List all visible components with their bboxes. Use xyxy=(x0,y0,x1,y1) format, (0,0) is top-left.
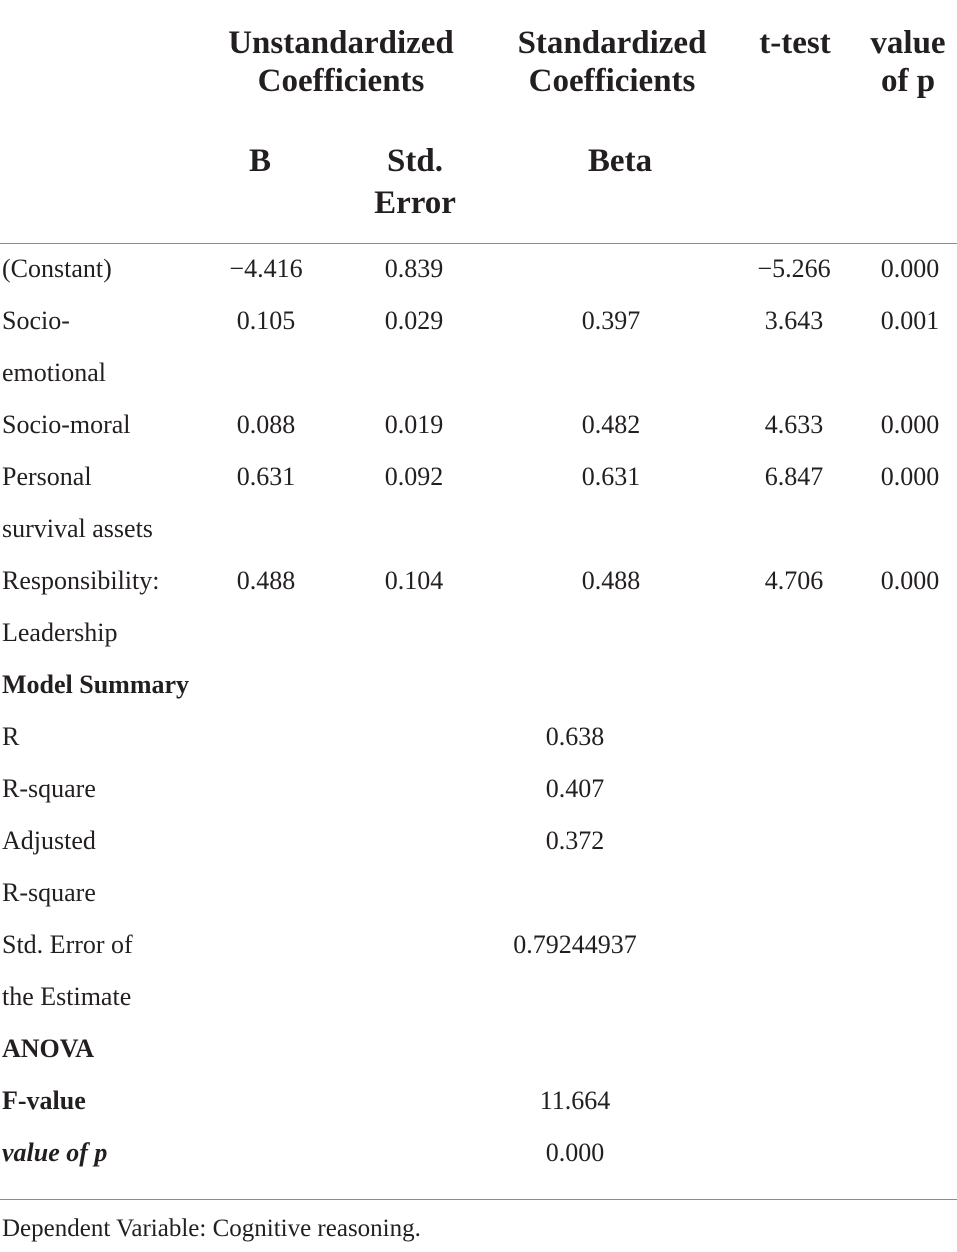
header-rule xyxy=(0,243,957,244)
anova-p-label: value of p xyxy=(2,1138,108,1167)
cell-se: 0.092 xyxy=(384,462,444,491)
header-standardized: Standardized Coefficients xyxy=(517,25,707,99)
anova-p-value: 0.000 xyxy=(545,1138,605,1167)
ms-adj-label-2: R-square xyxy=(2,878,96,907)
cell-beta: 0.631 xyxy=(581,462,641,491)
cell-b: 0.105 xyxy=(236,306,296,335)
cell-b: 0.631 xyxy=(236,462,296,491)
row-label-responsibility-2: Leadership xyxy=(2,618,118,647)
cell-se: 0.029 xyxy=(384,306,444,335)
cell-t: 6.847 xyxy=(764,462,824,491)
row-label-personal-2: survival assets xyxy=(2,514,153,543)
cell-se: 0.019 xyxy=(384,410,444,439)
cell-p: 0.000 xyxy=(880,462,940,491)
row-label-socio-emotional: Socio- xyxy=(2,306,70,335)
section-anova: ANOVA xyxy=(2,1034,94,1063)
cell-t: 4.633 xyxy=(764,410,824,439)
row-label-constant: (Constant) xyxy=(2,254,112,283)
cell-se: 0.104 xyxy=(384,566,444,595)
cell-b: 0.088 xyxy=(236,410,296,439)
header-ttest: t-test xyxy=(759,25,831,61)
cell-p: 0.000 xyxy=(880,254,940,283)
ms-r-value: 0.638 xyxy=(545,722,605,751)
row-label-socio-moral: Socio-moral xyxy=(2,410,131,439)
footer-rule xyxy=(0,1199,957,1200)
ms-rsq-label: R-square xyxy=(2,774,96,803)
row-label-personal: Personal xyxy=(2,462,92,491)
anova-f-label: F-value xyxy=(2,1086,86,1115)
header-b: B xyxy=(248,143,271,179)
ms-adj-label: Adjusted xyxy=(2,826,96,855)
header-pvalue: value of p xyxy=(870,25,946,99)
ms-see-label-2: the Estimate xyxy=(2,982,132,1011)
cell-se: 0.839 xyxy=(384,254,444,283)
cell-beta: 0.488 xyxy=(581,566,641,595)
row-label-socio-emotional-2: emotional xyxy=(2,358,106,387)
ms-rsq-value: 0.407 xyxy=(545,774,605,803)
cell-t: 4.706 xyxy=(764,566,824,595)
cell-beta: 0.482 xyxy=(581,410,641,439)
anova-f-value: 11.664 xyxy=(539,1086,611,1115)
cell-t: −5.266 xyxy=(757,254,831,283)
header-unstandardized: Unstandardized Coefficients xyxy=(228,25,454,99)
cell-b: −4.416 xyxy=(229,254,303,283)
cell-beta: 0.397 xyxy=(581,306,641,335)
cell-p: 0.000 xyxy=(880,410,940,439)
ms-adj-value: 0.372 xyxy=(545,826,605,855)
cell-p: 0.000 xyxy=(880,566,940,595)
footnote: Dependent Variable: Cognitive reasoning. xyxy=(2,1215,421,1242)
header-std-error: Std. Error xyxy=(374,143,456,221)
section-model-summary: Model Summary xyxy=(2,670,190,699)
row-label-responsibility: Responsibility: xyxy=(2,566,160,595)
ms-see-label: Std. Error of xyxy=(2,930,133,959)
ms-r-label: R xyxy=(2,722,20,751)
cell-b: 0.488 xyxy=(236,566,296,595)
cell-t: 3.643 xyxy=(764,306,824,335)
cell-p: 0.001 xyxy=(880,306,940,335)
header-beta: Beta xyxy=(587,143,653,179)
ms-see-value: 0.79244937 xyxy=(513,930,637,959)
